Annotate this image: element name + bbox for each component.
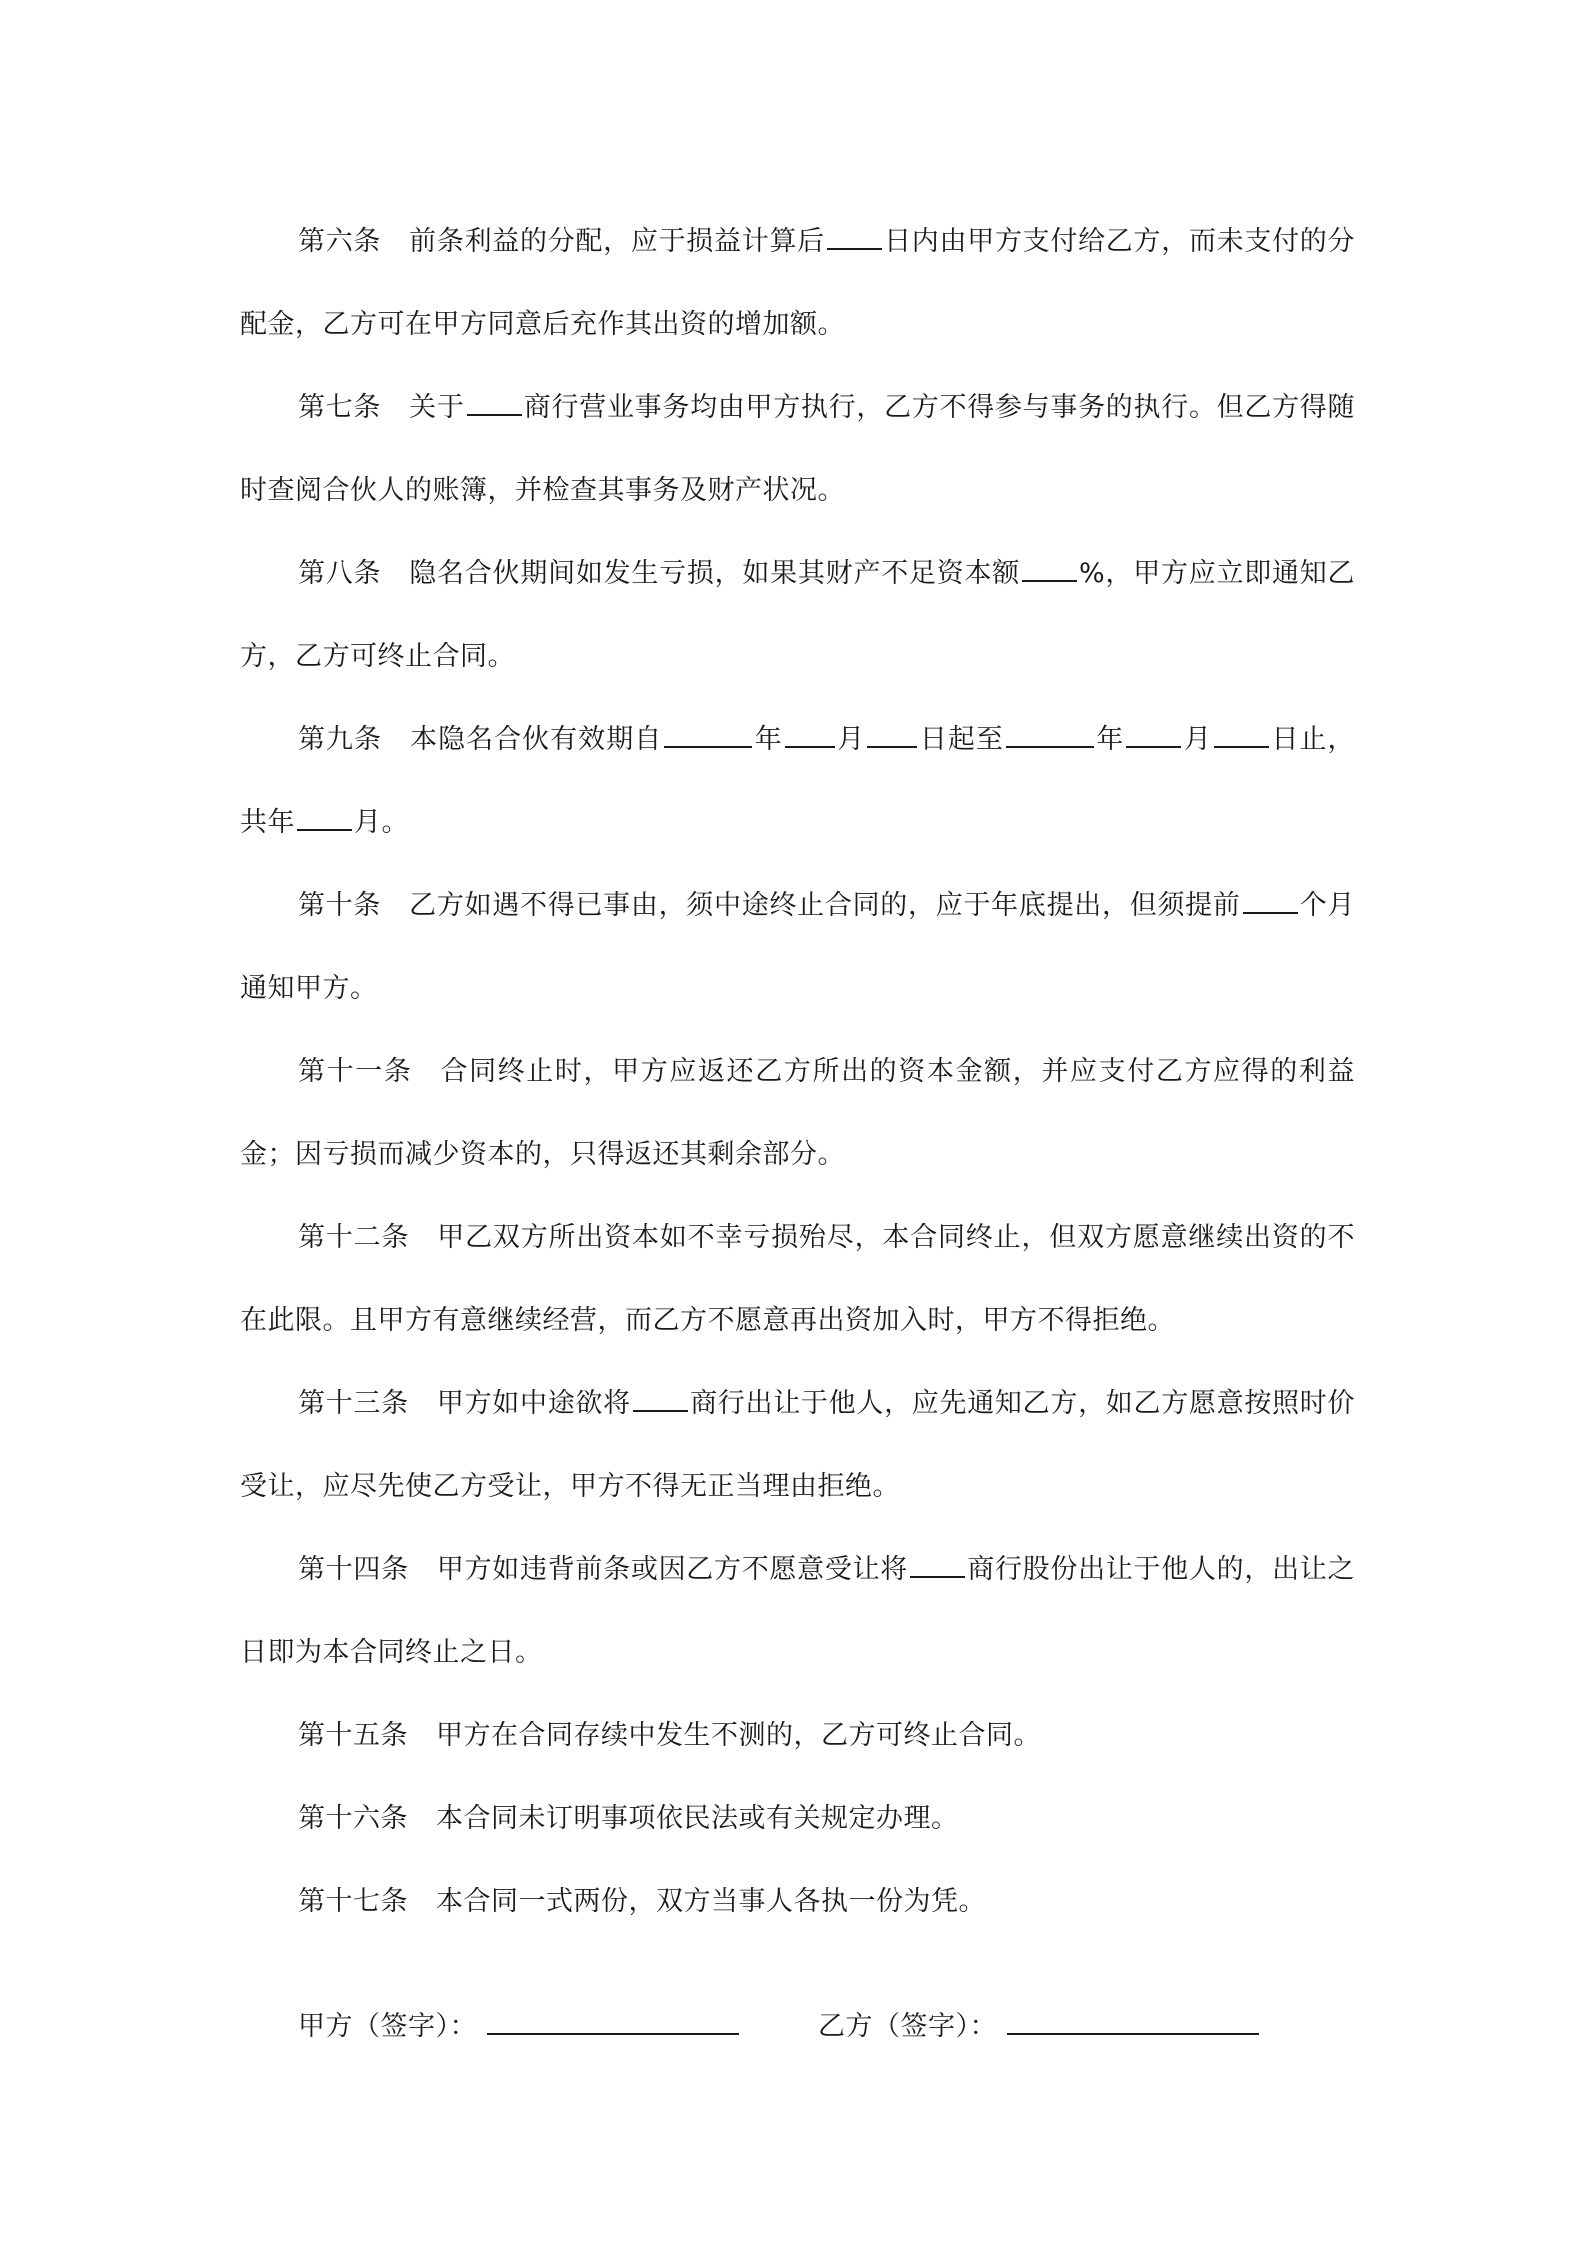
fill-blank xyxy=(1126,720,1181,748)
contract-body xyxy=(240,200,1355,1943)
article-text: 商行营业事务均由甲方执行，乙方不得参与事务的执行。但乙方得随时查阅合伙人的账簿，并检查其事务及财产状况。 xyxy=(240,392,1356,506)
article-text: 日止，共年 xyxy=(240,724,1356,838)
fill-blank xyxy=(1243,886,1298,914)
article-number: 第十三条 xyxy=(298,1388,409,1419)
article-13 xyxy=(240,1362,1355,1528)
fill-blank xyxy=(1006,720,1094,748)
article-text: 本合同未订明事项依民法或有关规定办理。 xyxy=(436,1803,959,1834)
article-text: 隐名合伙期间如发生亏损，如果其财产不足资本额 xyxy=(409,558,1021,589)
article-text: 月 xyxy=(836,724,866,755)
article-text: 甲方在合同存续中发生不测的，乙方可终止合同。 xyxy=(436,1720,1041,1751)
article-15 xyxy=(240,1694,1355,1777)
party-b-signature xyxy=(818,2003,1259,2043)
party-b-label: 乙方（签字）： xyxy=(818,2011,997,2042)
article-number: 第十一条 xyxy=(298,1056,413,1087)
article-number: 第七条 xyxy=(298,392,382,423)
article-6 xyxy=(240,200,1355,366)
fill-blank xyxy=(785,720,835,748)
article-text: 本隐名合伙有效期自 xyxy=(410,724,663,755)
article-text: 日起至 xyxy=(919,724,1004,755)
article-text: 本合同一式两份，双方当事人各执一份为凭。 xyxy=(436,1886,986,1917)
article-number: 第十五条 xyxy=(298,1720,408,1751)
fill-blank xyxy=(1214,720,1269,748)
party-a-signature xyxy=(298,2003,739,2043)
article-text: 甲方如中途欲将 xyxy=(436,1388,631,1419)
article-14 xyxy=(240,1528,1355,1694)
article-text: 月。 xyxy=(354,807,409,838)
article-7 xyxy=(240,366,1355,532)
article-number: 第十四条 xyxy=(298,1554,409,1585)
article-text: 商行出让于他人，应先通知乙方，如乙方愿意按照时价受让，应尽先使乙方受让，甲方不得无正当理由拒绝。 xyxy=(240,1388,1356,1502)
article-16 xyxy=(240,1777,1355,1860)
article-text: 乙方如遇不得已事由，须中途终止合同的，应于年底提出，但须提前 xyxy=(409,890,1241,921)
article-text: 前条利益的分配，应于损益计算后 xyxy=(409,226,825,257)
fill-blank xyxy=(827,222,882,250)
party-b-signature-line xyxy=(1007,2003,1259,2035)
article-text: 商行股份出让于他人的，出让之日即为本合同终止之日。 xyxy=(240,1554,1356,1668)
article-text: 甲乙双方所出资本如不幸亏损殆尽，本合同终止，但双方愿意继续出资的不在此限。且甲方有意继续经营，而乙方不愿意再出资加入时，甲方不得拒绝。 xyxy=(240,1222,1356,1336)
article-number: 第六条 xyxy=(298,226,382,257)
article-text: 合同终止时，甲方应返还乙方所出的资本金额，并应支付乙方应得的利益金；因亏损而减少资本的，只得返还其剩余部分。 xyxy=(240,1056,1356,1170)
article-text: 月 xyxy=(1183,724,1212,755)
fill-blank xyxy=(633,1384,688,1412)
article-number: 第十六条 xyxy=(298,1803,408,1834)
fill-blank xyxy=(297,803,352,831)
article-number: 第十条 xyxy=(298,890,382,921)
article-text: %，甲方应立即通知乙方，乙方可终止合同。 xyxy=(240,558,1356,672)
article-8 xyxy=(240,532,1355,698)
article-text: 个月通知甲方。 xyxy=(240,890,1356,1004)
article-10 xyxy=(240,864,1355,1030)
article-number: 第十二条 xyxy=(298,1222,410,1253)
article-text: 年 xyxy=(754,724,783,755)
article-11 xyxy=(240,1030,1355,1196)
fill-blank xyxy=(1022,554,1077,582)
article-text: 日内由甲方支付给乙方，而未支付的分配金，乙方可在甲方同意后充作其出资的增加额。 xyxy=(240,226,1356,340)
article-number: 第八条 xyxy=(298,558,382,589)
party-a-signature-line xyxy=(487,2003,739,2035)
article-text: 关于 xyxy=(409,392,465,423)
article-number: 第九条 xyxy=(298,724,383,755)
fill-blank xyxy=(910,1550,965,1578)
article-text: 年 xyxy=(1095,724,1125,755)
article-text: 甲方如违背前条或因乙方不愿意受让将 xyxy=(436,1554,909,1585)
article-number: 第十七条 xyxy=(298,1886,408,1917)
party-a-label: 甲方（签字）： xyxy=(298,2011,477,2042)
fill-blank xyxy=(467,388,522,416)
fill-blank xyxy=(867,720,917,748)
article-12 xyxy=(240,1196,1355,1362)
article-9 xyxy=(240,698,1355,864)
article-17 xyxy=(240,1860,1355,1943)
fill-blank xyxy=(664,720,752,748)
